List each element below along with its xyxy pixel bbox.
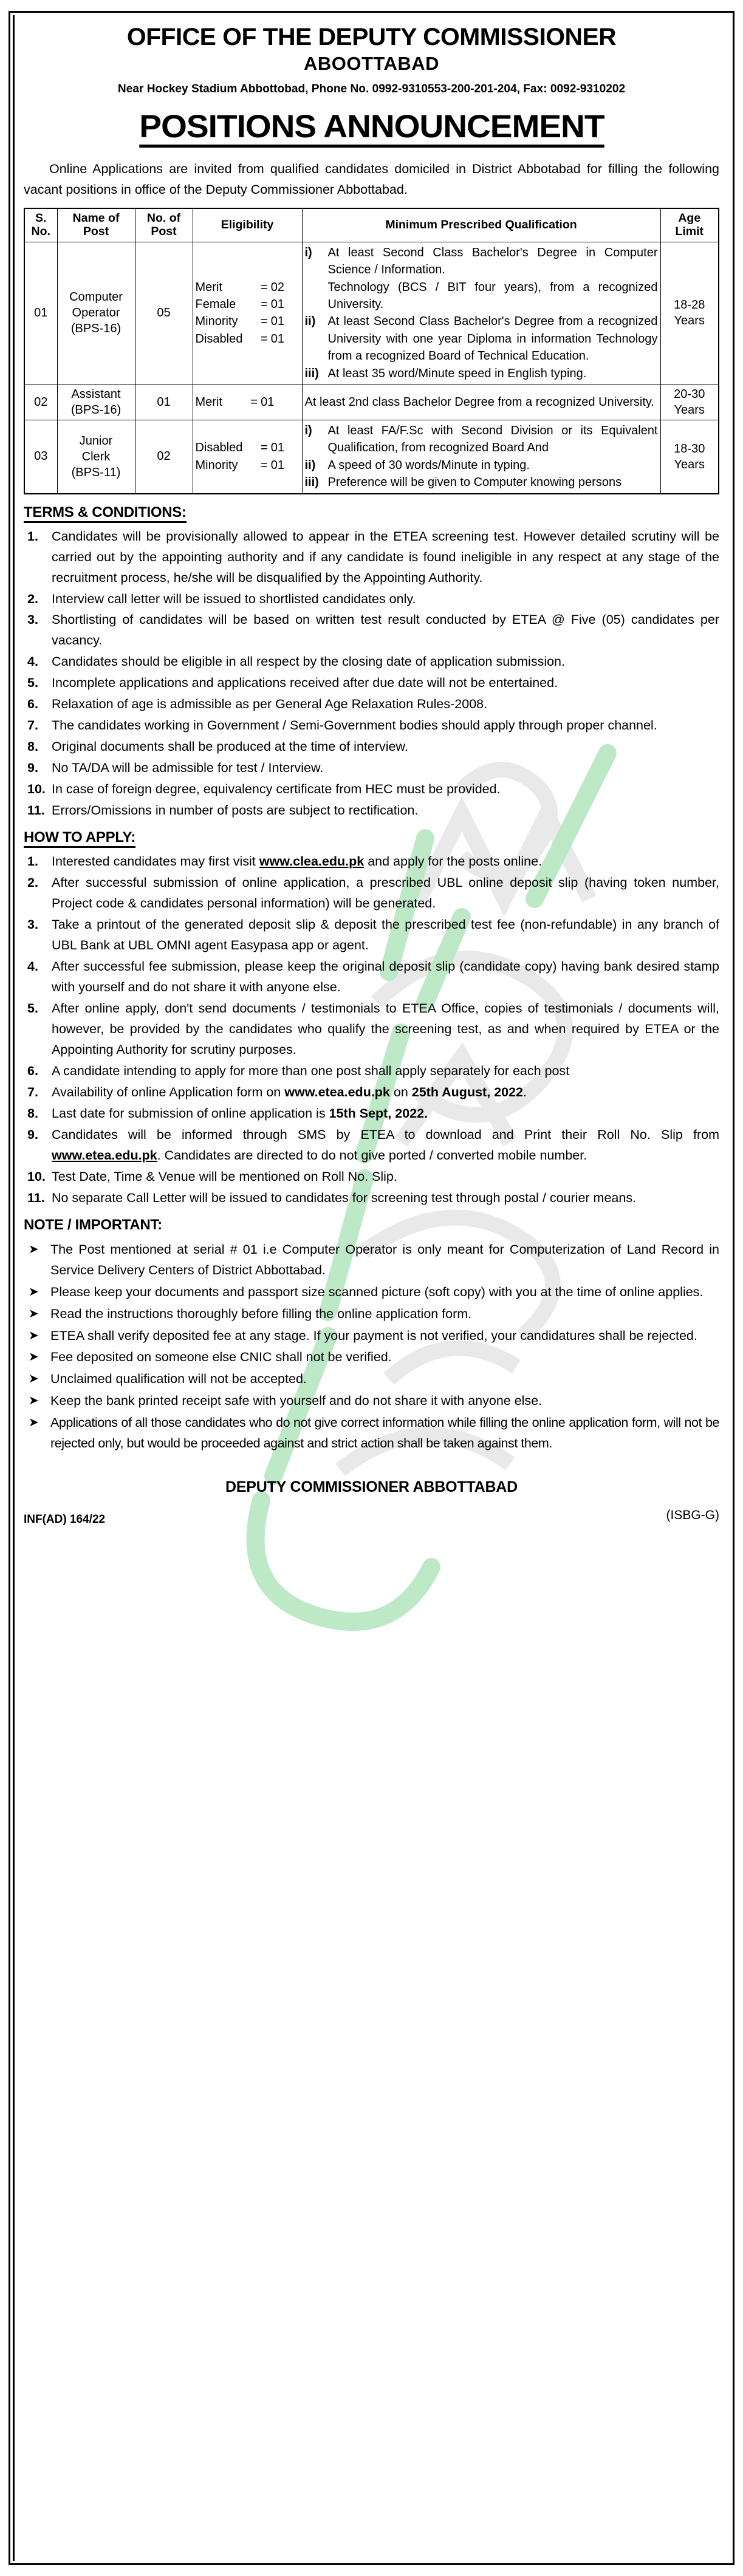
eligibility-breakdown: Merit = 02 Female = 01 Minority = 01 Disabled = 01 [195,280,285,346]
arrow-bullet-icon: ➤ [29,1307,39,1320]
etea-website-link[interactable]: www.etea.edu.pk [284,1084,390,1099]
terms-item: 11. Errors/Omissions in number of posts are subject to rectification. [27,803,419,818]
note-item: ➤ The Post mentioned at serial # 01 i.e Computer Operator is only meant for Computerization of Land Record in Service Delivery Centers of District Abbottabad. [24,1240,719,1281]
arrow-bullet-icon: ➤ [29,1242,39,1256]
table-row [24,420,719,494]
qualification-item: ii) A speed of 30 words/Minute in typing. [304,458,530,472]
qualification-text: At least 2nd class Bachelor Degree from a recognized University. [304,395,654,409]
arrow-bullet-icon: ➤ [29,1328,39,1342]
qualification-list [305,244,658,382]
th-serial-no: S. No. [24,208,57,242]
positions-table [24,208,719,494]
arrow-bullet-icon: ➤ [29,1416,39,1430]
table-row [24,384,719,420]
form-availability-date: 25th August, 2022 [411,1084,523,1099]
clea-website-link[interactable]: www.clea.edu.pk [259,854,365,869]
note-item: ➤ Please keep your documents and passport size scanned picture (soft copy) with you at the time of online applies. [24,1282,719,1303]
cell-serial-no: 02 [24,384,57,420]
inf-code: INF(AD) 164/22 [24,1513,106,1526]
qualification-item: i) At least Second Class Bachelor's Degree in Computer Science / Information. [304,245,658,277]
th-qualification: Minimum Prescribed Qualification [302,208,660,242]
qualification-item: Technology (BCS / BIT four years), from a recognized University. [327,280,658,312]
terms-item: 6. Relaxation of age is admissible as per General Age Relaxation Rules-2008. [27,697,488,712]
cell-qualification [302,242,660,384]
how-to-apply-item: 8. Last date for submission of online application is 15th Sept, 2022. [27,1105,428,1121]
isbg-code: (ISBG-G) [666,1508,719,1523]
cell-serial-no: 01 [24,242,57,384]
cell-no-of-post: 05 [135,242,193,384]
arrow-bullet-icon: ➤ [29,1350,39,1364]
terms-item: 4. Candidates should be eligible in all respect by the closing date of application submission. [27,654,565,669]
note-item: ➤ Read the instructions thoroughly before filling the online application form. [24,1304,719,1325]
how-to-apply-item: 1. Interested candidates may first visit www.clea.edu.pk and apply for the posts online. [27,854,543,869]
how-to-apply-item: 11. No separate Call Letter will be issued to candidates for screening test through postal / courier means. [27,1190,637,1205]
note-item: ➤ ETEA shall verify deposited fee at any stage. If your payment is not verified, your candidatures shall be rejected. [24,1326,719,1347]
office-title: OFFICE OF THE DEPUTY COMMISSIONER [126,24,617,50]
terms-item: 1. Candidates will be provisionally allowed to appear in the ETEA screening test. However detailed scrutiny will be carried out by the appointing authority and if any candidate is found ineligible in any respect at any stage of the recruitment process, he/she will be disqualified by the Appointing Authority. [27,528,719,585]
cell-eligibility [193,242,302,384]
arrow-bullet-icon: ➤ [29,1285,39,1299]
cell-eligibility [193,384,302,420]
note-item: ➤ Fee deposited on someone else CNIC shall not be verified. [24,1347,719,1368]
terms-heading: TERMS & CONDITIONS: [24,504,187,523]
note-item: ➤ Applications of all those candidates who do not give correct information while filling the online application form, will not be rejected only, but would be proceeded against and strict action shall be taken against them. [24,1413,719,1454]
qualification-item: ii) At least Second Class Bachelor's Degree from a recognized University with one year Diploma in information Technology from a recognized Board of Technical Education. [304,315,658,363]
cell-post-name: Junior Clerk (BPS-11) [57,420,135,494]
th-age-limit: Age Limit [660,208,719,242]
terms-item: 3. Shortlisting of candidates will be based on written test result conducted by ETEA @ Five (05) candidates per vacancy. [27,612,719,648]
how-to-apply-heading: HOW TO APPLY: [24,829,135,848]
footer [24,1508,719,1526]
how-to-apply-item: 10. Test Date, Time & Venue will be mentioned on Roll No. Slip. [27,1169,397,1184]
how-to-apply-list [24,852,719,1208]
announcement-title: POSITIONS ANNOUNCEMENT [139,111,604,148]
cell-age-limit: 18-28 Years [660,242,719,384]
note-heading: NOTE / IMPORTANT: [24,1216,162,1233]
terms-item: 8. Original documents shall be produced at the time of interview. [27,739,408,754]
cell-post-name: Computer Operator (BPS-16) [57,242,135,384]
qualification-item: iii) At least 35 word/Minute speed in English typing. [304,366,587,380]
ad-border-frame [9,11,734,2565]
qualification-list [305,422,658,491]
how-to-apply-item: 4. After successful fee submission, please keep the original deposit slip (candidate copy) having bank desired stamp with yourself and do not share it with anyone else. [27,959,719,994]
note-list [24,1240,719,1455]
terms-item: 5. Incomplete applications and applications received after due date will not be entertained. [27,675,558,691]
qualification-item: i) At least FA/F.Sc with Second Division or its Equivalent Qualification, from recognized Board And [304,424,658,455]
cell-age-limit: 20-30 Years [660,384,719,420]
office-subtitle: ABOOTTABAD [303,52,440,74]
etea-rollno-link[interactable]: www.etea.edu.pk [52,1147,157,1163]
th-eligibility: Eligibility [193,208,302,242]
cell-age-limit: 18-30 Years [660,420,719,494]
note-item: ➤ Unclaimed qualification will not be accepted. [24,1369,719,1390]
office-address: Near Hockey Stadium Abbottobad, Phone No. 0992-9310553-200-201-204, Fax: 0092-9310202 [117,81,626,95]
eligibility-breakdown: Merit = 01 [195,395,275,409]
terms-item: 10. In case of foreign degree, equivalency certificate from HEC must be provided. [27,782,501,797]
eligibility-breakdown: Disabled = 01 Minority = 01 [195,441,285,472]
cell-no-of-post: 01 [135,384,193,420]
qualification-item: iii) Preference will be given to Computer knowing persons [304,476,622,490]
cell-post-name: Assistant (BPS-16) [57,384,135,420]
intro-paragraph: Online Applications are invited from qualified candidates domiciled in District Abbotabad for filling the following vacant positions in office of the Deputy Commissioner Abbottabad. [24,161,719,197]
how-to-apply-item: 2. After successful submission of online application, a prescribed UBL online deposit slip (having token number, Project code & candidates personal information) will be generated. [27,875,719,911]
how-to-apply-item: 6. A candidate intending to apply for more than one post shall apply separately for each post [27,1063,570,1078]
cell-no-of-post: 02 [135,420,193,494]
note-item: ➤ Keep the bank printed receipt safe with yourself and do not share it with anyone else. [24,1391,719,1412]
cell-qualification [302,384,660,420]
terms-item: 9. No TA/DA will be admissible for test / Interview. [27,760,324,776]
terms-item: 2. Interview call letter will be issued to shortlisted candidates only. [27,591,416,606]
arrow-bullet-icon: ➤ [29,1394,39,1408]
how-to-apply-item: 7. Availability of online Application form on www.etea.edu.pk on 25th August, 2022. [27,1084,527,1099]
how-to-apply-item: 3. Take a printout of the generated deposit slip & deposit the prescribed test fee (non-refundable) in any branch of UBL Bank at UBL OMNI agent Easypasa app or agent. [27,917,719,953]
th-name-of-post: Name of Post [57,208,135,242]
announcement-title-wrap [24,108,719,148]
th-no-of-post: No. of Post [135,208,193,242]
table-row [24,242,719,384]
signature-line: DEPUTY COMMISSIONER ABBOTTABAD [225,1478,518,1496]
cell-eligibility [193,420,302,494]
cell-serial-no: 03 [24,420,57,494]
terms-item: 7. The candidates working in Government / Semi-Government bodies should apply through proper channel. [27,718,657,733]
how-to-apply-item: 9. Candidates will be informed through SMS by ETEA to download and Print their Roll No. Slip from www.etea.edu.pk. Candidates are directed to do not give ported / converted mobile number. [27,1127,719,1163]
table-header-row [24,208,719,242]
arrow-bullet-icon: ➤ [29,1372,39,1386]
terms-list [24,527,719,822]
how-to-apply-item: 5. After online apply, don't send documents / testimonials to ETEA Office, copies of testimonials / documents will, however, be provided by the candidates who qualify the screening test, as and when required by ETEA or the Appointing Authority for scrutiny purposes. [27,1000,719,1057]
cell-qualification [302,420,660,494]
last-date: 15th Sept, 2022. [329,1105,428,1121]
